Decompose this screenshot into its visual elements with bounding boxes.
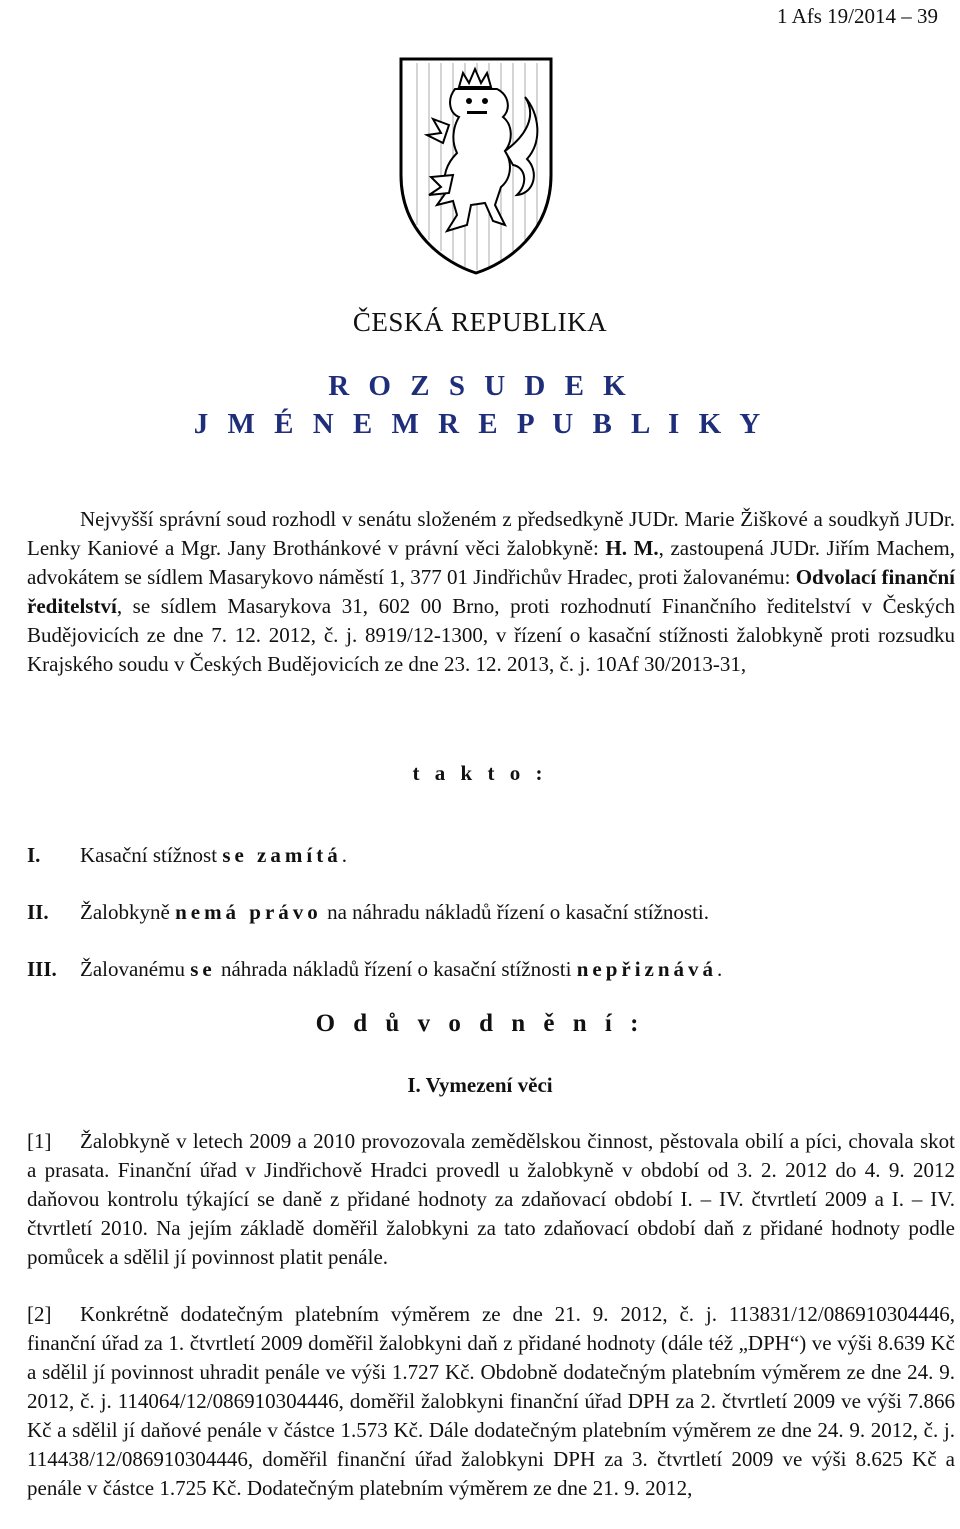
paragraph-number: [1] — [27, 1129, 52, 1153]
verdict-text: náhrada nákladů řízení o kasační stížnosti — [215, 957, 577, 981]
paragraph-text: Žalobkyně v letech 2009 a 2010 provozovala zemědělskou činnost, pěstovala obilí a píci, chovala skot a prasata. Finanční úřad v Jindřichově Hradci provedl u žalobkyně v období od 3. 2. 2012 do 4. 9. 2012 daňovou kontrolu týkající se daně z přidané hodnoty za zdaňovací období I. – IV. čtvrtletí 2009 a I. – IV. čtvrtletí 2010. Na jejím základě doměřil žalobkyni za tato zdaňovací období daň z přidané hodnoty podle pomůcek a sdělil jí povinnost platit penále. — [27, 1129, 955, 1269]
reasoning-title: O d ů v o d n ě n í : — [315, 1010, 645, 1037]
verdict-number: I. — [27, 843, 41, 867]
verdict-text: Kasační stížnost — [80, 843, 223, 867]
intro-text-2: , zastoupená JUDr. Jiřím Machem, advokátem se sídlem Masarykovo náměstí 1, 377 01 Jindřichův Hradec, proti žalovanému: — [27, 536, 955, 589]
verdict-intro: t a k t o : — [412, 761, 548, 785]
defendant-name: Odvolací finanční ředitelství — [27, 565, 955, 618]
judgment-subtitle: J M É N E M R E P U B L I K Y — [193, 408, 767, 440]
section-title: I. Vymezení věci — [407, 1073, 553, 1097]
paragraph-2 — [27, 1300, 955, 1503]
verdict-emphasis: nemá právo — [175, 900, 322, 924]
czech-coat-of-arms-lion-icon — [397, 55, 555, 277]
verdict-text: Žalobkyně — [80, 900, 176, 924]
paragraph-1 — [27, 1127, 955, 1272]
intro-paragraph — [27, 505, 955, 679]
judgment-title: R O Z S U D E K — [328, 370, 632, 402]
paragraph-number: [2] — [27, 1302, 52, 1326]
verdict-text: . — [717, 957, 723, 981]
verdict-number: III. — [27, 957, 57, 981]
verdict-emphasis: se zamítá — [222, 843, 342, 867]
paragraph-text: Konkrétně dodatečným platebním výměrem ze dne 21. 9. 2012, č. j. 113831/12/086910304446, finanční úřad za 1. čtvrtletí 2009 doměřil žalobkyni daň z přidané hodnoty (dále též „DPH“) ve výši 8.639 Kč a sdělil jí povinnost uhradit penále ve výši 1.727 Kč. Obdobně dodatečným platebním výměrem ze dne 24. 9. 2012, č. j. 114064/12/086910304446, doměřil žalobkyni finanční úřad DPH za 2. čtvrtletí 2009 ve výši 7.866 Kč a sdělil jí daňové penále v částce 1.573 Kč. Dále dodatečným platebním výměrem ze dne 24. 9. 2012, č. j. 114438/12/086910304446, doměřil finanční úřad žalobkyni DPH za 3. čtvrtletí 2009 ve výši 8.625 Kč a penále v částce 1.725 Kč. Dodatečným platebním výměrem ze dne 21. 9. 2012, — [27, 1302, 955, 1500]
verdict-text: . — [341, 843, 347, 867]
verdict-text: Žalovanému — [80, 957, 191, 981]
plaintiff-name: H. M. — [605, 536, 659, 560]
country-name: ČESKÁ REPUBLIKA — [352, 307, 608, 337]
verdict-emphasis: nepřiznává — [576, 957, 718, 981]
intro-text-3: , se sídlem Masarykova 31, 602 00 Brno, proti rozhodnutí Finančního ředitelství v Českých Budějovicích ze dne 7. 12. 2012, č. j. 8919/12-1300, v řízení o kasační stížnosti žalobkyně proti rozsudku Krajského soudu v Českých Budějovicích ze dne 23. 12. 2013, č. j. 10Af 30/2013-31, — [27, 594, 955, 676]
intro-text-1: Nejvyšší správní soud rozhodl v senátu složeném z předsedkyně JUDr. Marie Žiškové a soudkyň JUDr. Lenky Kaniové a Mgr. Jany Brothánkové v právní věci žalobkyně: — [27, 507, 955, 560]
case-reference: 1 Afs 19/2014 – 39 — [776, 4, 938, 28]
verdict-text: na náhradu nákladů řízení o kasační stížnosti. — [321, 900, 710, 924]
verdict-number: II. — [27, 900, 49, 924]
verdict-emphasis: se — [190, 957, 216, 981]
